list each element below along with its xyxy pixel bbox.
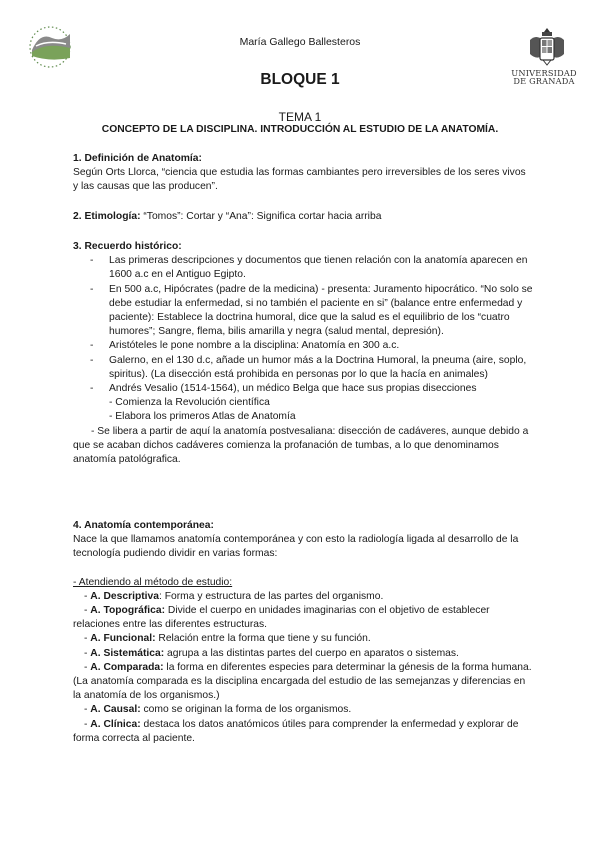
section-contemporary [73, 519, 533, 746]
list-item [90, 354, 533, 382]
section-heading: 2. Etimología: [73, 211, 141, 222]
list-item [90, 339, 533, 353]
anatomy-type-item [73, 718, 533, 746]
item-prefix: - [84, 647, 91, 659]
item-term: A. Funcional: [90, 633, 156, 645]
item-text: como se originan la forma de los organismos. [140, 704, 352, 716]
list-item-text: Andrés Vesalio (1514-1564), un médico Belga que hace sus propias disecciones [109, 383, 477, 395]
item-prefix: - [84, 590, 91, 602]
item-term: A. Comparada: [90, 661, 164, 673]
item-term: A. Topográfica: [90, 605, 166, 617]
list-item [90, 382, 533, 396]
item-text: destaca los datos anatómicos útiles para comprender la enfermedad y explorar de forma correcta al paciente. [73, 718, 519, 744]
section-heading: 1. Definición de Anatomía: [73, 153, 202, 164]
method-label: - Atendiendo al método de estudio: [73, 576, 233, 588]
anatomy-type-item [73, 632, 533, 646]
list-item [90, 283, 533, 340]
author-name: María Gallego Ballesteros [239, 36, 361, 48]
university-line-2: DE GRANADA [513, 76, 575, 86]
section-history [73, 240, 533, 467]
bullet-dash: - [90, 340, 94, 352]
item-text: Divide el cuerpo en unidades imaginarias con el objetivo de establecer relaciones entre las diferentes estructuras. [73, 605, 490, 631]
contemporary-intro: Nace la que llamamos anatomía contemporánea y con esto la radiología ligada al desarrollo de la tecnología pudiendo dividir en varias formas: [73, 534, 519, 560]
item-term: A. Clínica: [90, 718, 141, 730]
page-title: BLOQUE 1 [260, 71, 340, 88]
item-term: A. Causal: [90, 704, 141, 716]
anatomy-type-item [73, 590, 533, 604]
item-term: A. Descriptiva [90, 590, 159, 602]
item-prefix: - [84, 718, 91, 730]
item-prefix: - [84, 661, 91, 673]
section-heading: 3. Recuerdo histórico: [73, 241, 182, 252]
anatomy-type-item [73, 661, 533, 704]
anatomy-type-item [73, 703, 533, 717]
bullet-dash: - [90, 354, 94, 366]
item-text: la forma en diferentes especies para determinar la génesis de la forma humana. (La anatomía comparada es la disciplina encargada del estudio de las semejanzas y diferencias en la anatomía de los organismos.) [73, 661, 532, 702]
list-item-text: En 500 a.c, Hipócrates (padre de la medicina) - presenta: Juramento hipocrático. “No solo se debe estudiar la enfermedad, si no también el paciente en si” (balance entre enfermedad y paciente): Establece la doctrina humoral, dice que la salud es el equilibrio de los “cuatro humores”; Sangre, flema, bilis amarilla y negra (salud mental, depresión). [109, 283, 533, 338]
item-prefix: - [84, 704, 91, 716]
definition-text: Según Orts Llorca, “ciencia que estudia las formas cambiantes pero irreversibles de los seres vivos y las causas que las producen”. [73, 167, 526, 193]
history-closing-text: - Se libera a partir de aquí la anatomía postvesaliana: disección de cadáveres, aunque debido a que se acaban dichos cadáveres comienza la profanación de tumbas, a lo que denominamos anatomía patológrafica. [73, 425, 529, 466]
bullet-dash: - [90, 255, 94, 267]
item-term: A. Sistemática: [90, 647, 165, 659]
list-item-text: Aristóteles le pone nombre a la disciplina: Anatomía en 300 a.c. [109, 340, 400, 352]
anatomy-type-item [73, 647, 533, 661]
item-text: Relación entre la forma que tiene y su función. [155, 633, 371, 645]
section-definition [73, 152, 533, 195]
section-etymology [73, 210, 533, 224]
university-line-1: UNIVERSIDAD [511, 68, 577, 78]
bullet-dash: - [90, 283, 94, 295]
tema-number: TEMA 1 [278, 110, 322, 124]
list-item-text: Las primeras descripciones y documentos que tienen relación con la anatomía aparecen en 1600 a.c en el Antiguo Egipto. [109, 255, 528, 281]
anatomy-type-item [73, 604, 533, 632]
sub-item: - Comienza la Revolución científica [109, 397, 270, 409]
sub-item: - Elabora los primeros Atlas de Anatomía [109, 411, 296, 423]
list-item [90, 254, 533, 282]
etymology-text: “Tomos”: Cortar y “Ana”: Significa cortar hacia arriba [140, 211, 382, 222]
item-text: : Forma y estructura de las partes del organismo. [158, 590, 384, 602]
bullet-dash: - [90, 383, 94, 395]
item-prefix: - [84, 605, 91, 617]
section-heading: 4. Anatomía contemporánea: [73, 520, 214, 531]
list-item-text: Galerno, en el 130 d.c, añade un humor más a la Doctrina Humoral, la pneuma (aire, soplo, spiritus). (La disección está prohibida en personas por lo que la hacía en animales) [109, 354, 527, 380]
tema-subtitle: CONCEPTO DE LA DISCIPLINA. INTRODUCCIÓN AL ESTUDIO DE LA ANATOMÍA. [101, 124, 499, 135]
item-prefix: - [84, 633, 91, 645]
item-text: agrupa a las distintas partes del cuerpo en aparatos o sistemas. [164, 647, 459, 659]
